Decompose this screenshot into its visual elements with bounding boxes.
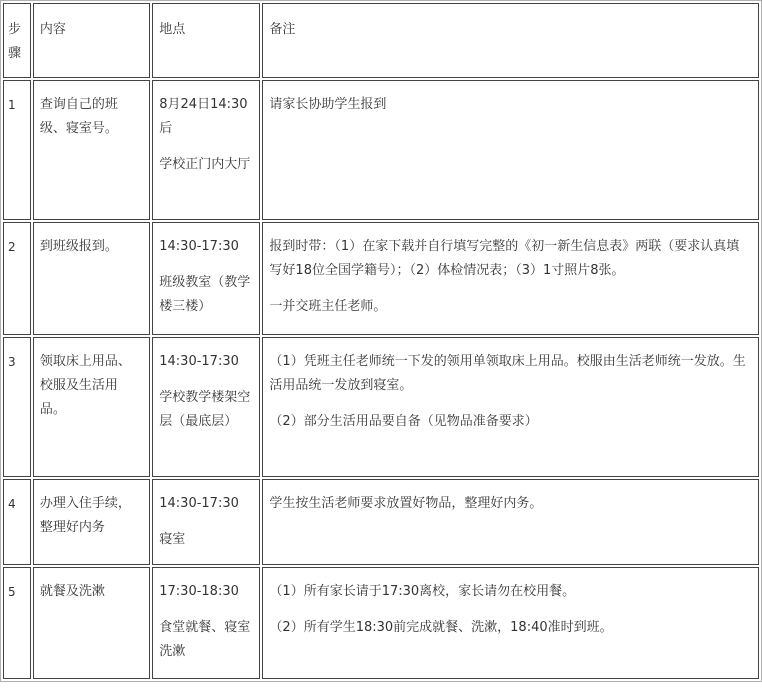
step-content: 就餐及洗漱 [33, 567, 150, 679]
location-place: 食堂就餐、寝室洗漱 [159, 620, 251, 659]
step-number: 2 [3, 222, 31, 335]
header-step: 步骤 [3, 3, 31, 78]
note-paragraph: （1）所有家长请于17:30离校，家长请勿在校用餐。 [269, 584, 576, 599]
step-content: 到班级报到。 [33, 222, 150, 335]
table-row [3, 337, 759, 477]
step-number: 4 [3, 479, 31, 565]
step-location [152, 80, 260, 220]
header-content: 内容 [33, 3, 150, 78]
note-paragraph: 一并交班主任老师。 [269, 299, 387, 314]
step-number: 5 [3, 567, 31, 679]
step-notes [262, 80, 759, 220]
header-notes: 备注 [262, 3, 759, 78]
location-place: 班级教室（教学楼三楼） [159, 275, 251, 314]
location-place: 学校正门内大厅 [159, 157, 251, 172]
note-paragraph: （1）凭班主任老师统一下发的领用单领取床上用品。校服由生活老师统一发放。生活用品统一发放到寝室。 [269, 354, 746, 393]
header-location: 地点 [152, 3, 260, 78]
step-content: 办理入住手续，整理好内务 [33, 479, 150, 565]
note-paragraph: （2）部分生活用品要自备（见物品准备要求） [269, 414, 538, 429]
step-notes [262, 567, 759, 679]
table-header-row [3, 3, 759, 78]
table-row [3, 80, 759, 220]
location-time: 8月24日14:30后 [159, 97, 248, 136]
note-paragraph: 请家长协助学生报到 [269, 97, 387, 112]
note-paragraph: 学生按生活老师要求放置好物品，整理好内务。 [269, 496, 543, 511]
table-row [3, 222, 759, 335]
note-paragraph: 报到时带：（1）在家下载并自行填写完整的《初一新生信息表》两联（要求认真填写好18位全国学籍号）；（2）体检情况表；（3）1寸照片8张。 [269, 239, 740, 278]
step-number: 3 [3, 337, 31, 477]
step-content: 查询自己的班级、寝室号。 [33, 80, 150, 220]
step-location [152, 479, 260, 565]
step-number: 1 [3, 80, 31, 220]
step-notes [262, 222, 759, 335]
table-row [3, 567, 759, 679]
location-time: 14:30-17:30 [159, 496, 239, 511]
step-content: 领取床上用品、校服及生活用品。 [33, 337, 150, 477]
step-location [152, 567, 260, 679]
location-time: 14:30-17:30 [159, 354, 239, 369]
note-paragraph: （2）所有学生18:30前完成就餐、洗漱，18:40准时到班。 [269, 620, 613, 635]
location-time: 14:30-17:30 [159, 239, 239, 254]
table-row [3, 479, 759, 565]
step-notes [262, 337, 759, 477]
location-place: 寝室 [159, 532, 186, 547]
step-location [152, 222, 260, 335]
step-notes [262, 479, 759, 565]
step-location [152, 337, 260, 477]
location-place: 学校教学楼架空层（最底层） [159, 390, 251, 429]
location-time: 17:30-18:30 [159, 584, 239, 599]
